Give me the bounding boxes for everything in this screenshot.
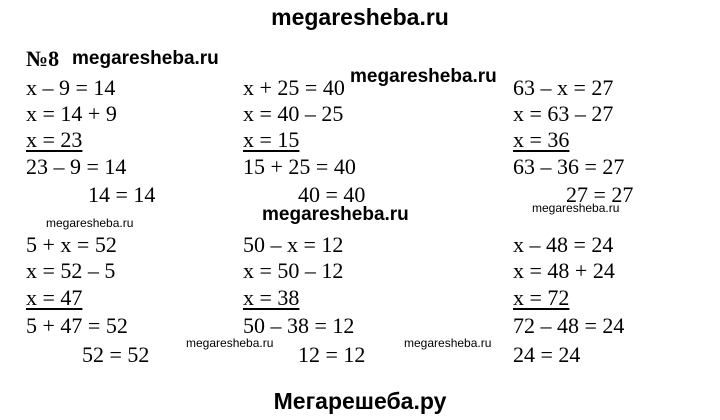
- watermark-bottom: Мегарешеба.ру: [273, 388, 447, 414]
- answer: x = 36: [513, 127, 570, 152]
- answer: x = 15: [243, 127, 300, 152]
- check: 63 – 36 = 27: [513, 154, 625, 179]
- equation: 50 – x = 12: [243, 232, 344, 257]
- solution-step: x = 40 – 25: [243, 101, 344, 126]
- solution-step: x = 63 – 27: [513, 101, 614, 126]
- check-result: 40 = 40: [298, 182, 366, 207]
- solution-step: x = 50 – 12: [243, 258, 344, 283]
- watermark-header: megaresheba.ru: [72, 48, 219, 69]
- answer: x = 72: [513, 285, 570, 310]
- check-result: 52 = 52: [82, 342, 150, 367]
- check: 5 + 47 = 52: [26, 313, 128, 338]
- equation: 63 – x = 27: [513, 75, 614, 100]
- answer: x = 23: [26, 127, 83, 152]
- check: 15 + 25 = 40: [243, 154, 356, 179]
- answer: x = 47: [26, 285, 83, 310]
- watermark-small-4: megaresheba.ru: [404, 336, 492, 350]
- watermark-mid-1: megaresheba.ru: [350, 66, 497, 87]
- equation: x – 9 = 14: [26, 75, 116, 100]
- check-result: 14 = 14: [88, 182, 156, 207]
- equation: x + 25 = 40: [243, 75, 345, 100]
- solution-step: x = 52 – 5: [26, 258, 116, 283]
- check: 50 – 38 = 12: [243, 313, 355, 338]
- task-number: №8: [26, 46, 60, 71]
- check-result: 27 = 27: [566, 182, 634, 207]
- watermark-small-3: megaresheba.ru: [186, 336, 274, 350]
- watermark-mid-2: megaresheba.ru: [262, 204, 409, 225]
- check: 23 – 9 = 14: [26, 154, 127, 179]
- check-result: 24 = 24: [513, 342, 581, 367]
- check-result: 12 = 12: [298, 342, 366, 367]
- equation: x – 48 = 24: [513, 232, 614, 257]
- solution-step: x = 14 + 9: [26, 101, 117, 126]
- solution-step: x = 48 + 24: [513, 258, 615, 283]
- watermark-small-1: megaresheba.ru: [46, 216, 134, 230]
- answer: x = 38: [243, 285, 300, 310]
- check: 72 – 48 = 24: [513, 313, 625, 338]
- equation: 5 + x = 52: [26, 232, 117, 257]
- watermark-top: megaresheba.ru: [271, 4, 449, 30]
- watermark-small-2: megaresheba.ru: [532, 201, 620, 215]
